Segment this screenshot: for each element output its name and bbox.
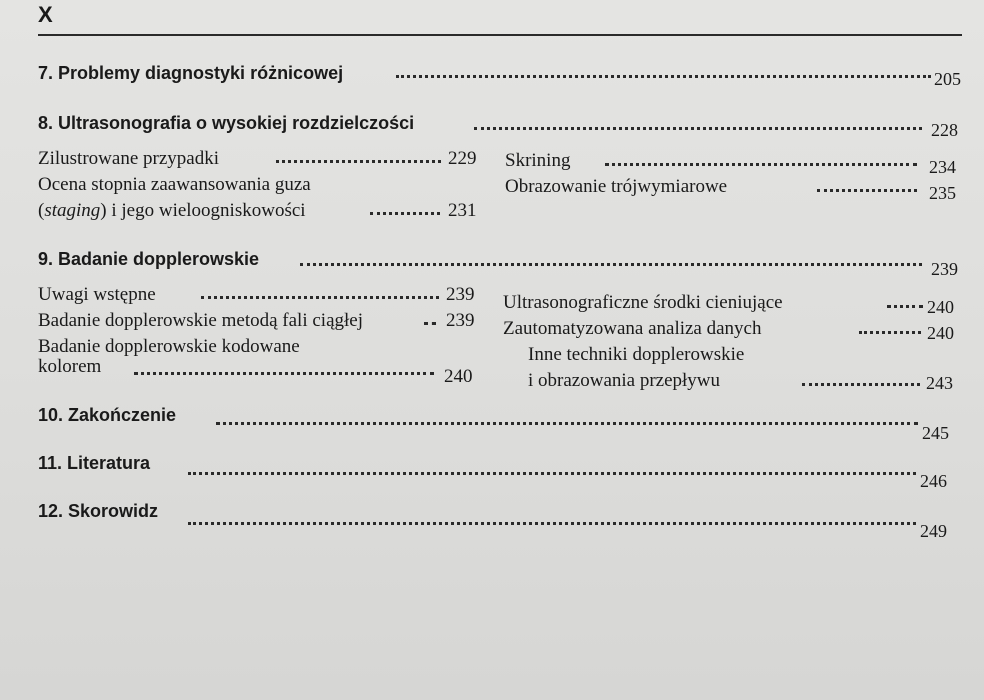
toc-entry-ch10[interactable] [38,404,960,443]
chapter-title: 10. Zakończenie [38,405,177,425]
page-number: 239 [446,284,475,305]
leader-dots [134,372,434,375]
toc-subentry[interactable] [528,370,959,400]
page-number: 239 [931,259,958,279]
toc-subentry[interactable] [38,200,483,230]
subentry-title: Badanie dopplerowskie metodą fali ciągłej [38,310,363,331]
page-number: 234 [929,157,956,177]
leader-dots [605,163,917,166]
page-number: 228 [931,120,958,140]
leader-dots [396,75,931,78]
toc-subentry[interactable] [38,356,483,386]
subentry-title: Skrining [505,150,571,171]
page-number: 231 [448,200,477,221]
toc-entry-ch7[interactable] [38,62,960,92]
page-number: 249 [920,521,947,541]
subentry-title-line2: i obrazowania przepływu [528,370,721,391]
leader-dots [817,189,917,192]
leader-dots [276,160,441,163]
toc-entry-ch12[interactable] [38,500,960,541]
subentry-title: Uwagi wstępne [38,284,156,305]
subentry-title-rest: i jego wieloogniskowości [106,200,306,221]
page-number: 240 [927,297,954,317]
page-number: 239 [446,310,475,331]
subentry-title-line2: (staging) i jego wieloogniskowości [38,200,306,221]
subentry-title: Zilustrowane przypadki [38,148,219,169]
leader-dots [201,296,439,299]
page-number: 245 [922,423,949,443]
toc-entry-ch11[interactable] [38,452,960,491]
leader-dots [424,322,436,325]
page-number: 243 [926,373,953,393]
page-number: 240 [444,366,473,387]
header-rule [38,34,962,36]
chapter-title: 7. Problemy diagnostyki różnicowej [38,63,344,83]
subentry-title: Ultrasonograficzne środki cieniujące [503,292,783,313]
toc-entry-ch8[interactable] [38,112,960,142]
leader-dots [188,522,916,525]
subentry-title-line1: Inne techniki dopplerowskie [528,344,745,365]
leader-dots [474,127,922,130]
page-number: 240 [927,323,954,343]
subentry-title-line1: Ocena stopnia zaawansowania guza [38,174,311,195]
italic-term: staging [44,200,101,221]
leader-dots [300,263,922,266]
page-number: 235 [929,183,956,203]
subentry-title-line2: kolorem [38,356,102,377]
leader-dots [887,305,923,308]
chapter-title: 8. Ultrasonografia o wysokiej rozdzielczości [38,113,415,133]
chapter-title: 9. Badanie dopplerowskie [38,249,260,269]
subentry-title-line1: Badanie dopplerowskie kodowane [38,336,300,357]
page-number: 229 [448,148,477,169]
chapter-title: 11. Literatura [38,453,151,473]
leader-dots [859,331,921,334]
page-number: 205 [934,69,961,89]
leader-dots [216,422,918,425]
page-number: 246 [920,471,947,491]
toc-entry-ch9[interactable] [38,248,960,278]
subentry-title: Zautomatyzowana analiza danych [503,318,762,339]
toc-subentry[interactable] [505,176,957,206]
leader-dots [370,212,440,215]
leader-dots [802,383,920,386]
chapter-title: 12. Skorowidz [38,501,159,521]
subentry-title: Obrazowanie trójwymiarowe [505,176,728,197]
leader-dots [188,472,916,475]
page-marker: X [38,2,53,27]
